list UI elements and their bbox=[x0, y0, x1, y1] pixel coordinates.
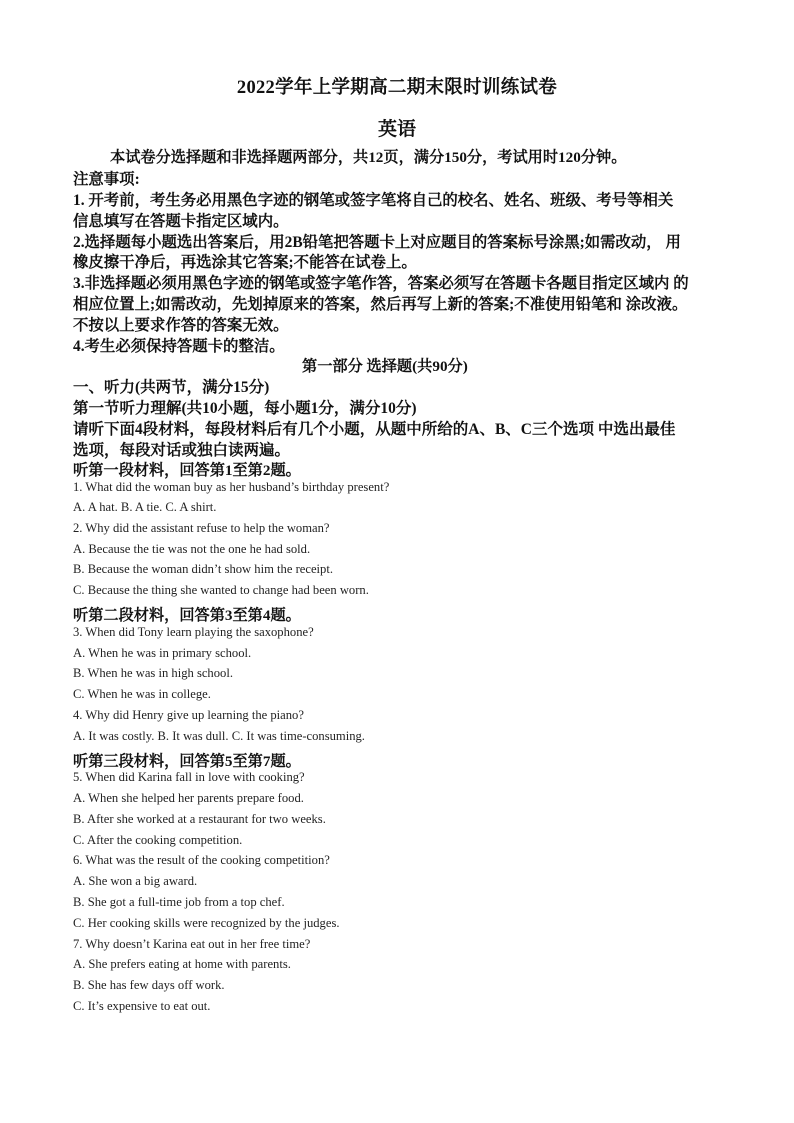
question-line: B. After she worked at a restaurant for two weeks. bbox=[73, 812, 326, 826]
material-heading: 听第一段材料，回答第1至第2题。 bbox=[73, 462, 301, 479]
question-line: A. A hat. B. A tie. C. A shirt. bbox=[73, 500, 217, 514]
question-line: A. When he was in primary school. bbox=[73, 646, 252, 660]
note-line: 相应位置上;如需改动，先划掉原来的答案，然后再写上新的答案;不准使用铅笔和 涂改液。 bbox=[73, 296, 688, 313]
exam-title: 2022学年上学期高二期末限时训练试卷 bbox=[236, 78, 558, 98]
note-line: 不按以上要求作答的答案无效。 bbox=[73, 317, 289, 334]
instruction-line: 选项，每段对话或独白读两遍。 bbox=[73, 442, 291, 459]
note-line: 2.选择题每小题选出答案后，用2B铅笔把答题卡上对应题目的答案标号涂黑;如需改动， 用 bbox=[73, 234, 681, 251]
question-line: B. Because the woman didn’t show him the receipt. bbox=[73, 562, 333, 576]
question-line: C. Her cooking skills were recognized by the judges. bbox=[73, 916, 340, 930]
notes-heading: 注意事项: bbox=[73, 171, 140, 188]
material-heading: 听第三段材料，回答第5至第7题。 bbox=[73, 753, 301, 770]
question-line: 5. When did Karina fall in love with cooking? bbox=[73, 770, 305, 784]
section-title: 一、听力(共两节，满分15分) bbox=[73, 379, 270, 396]
subsection-title: 第一节听力理解(共10小题，每小题1分，满分10分) bbox=[73, 400, 417, 417]
question-line: A. Because the tie was not the one he had sold. bbox=[73, 542, 311, 556]
question-line: 3. When did Tony learn playing the saxophone? bbox=[73, 625, 314, 639]
question-line: 1. What did the woman buy as her husband’s birthday present? bbox=[73, 480, 390, 494]
question-line: A. When she helped her parents prepare food. bbox=[73, 791, 304, 805]
instruction-line: 请听下面4段材料，每段材料后有几个小题，从题中所给的A、B、C三个选项 中选出最佳 bbox=[73, 421, 676, 438]
question-line: 7. Why doesn’t Karina eat out in her free time? bbox=[73, 937, 311, 951]
question-line: C. Because the thing she wanted to change had been worn. bbox=[73, 583, 369, 597]
note-line: 橡皮擦干净后，再选涂其它答案;不能答在试卷上。 bbox=[73, 254, 417, 271]
question-line: 4. Why did Henry give up learning the piano? bbox=[73, 708, 304, 722]
question-line: C. After the cooking competition. bbox=[73, 833, 243, 847]
question-line: A. She won a big award. bbox=[73, 874, 198, 888]
question-line: B. She has few days off work. bbox=[73, 978, 225, 992]
part-title: 第一部分 选择题(共90分) bbox=[302, 358, 468, 375]
question-line: C. It’s expensive to eat out. bbox=[73, 999, 211, 1013]
question-line: A. She prefers eating at home with parents. bbox=[73, 957, 291, 971]
question-line: 6. What was the result of the cooking competition? bbox=[73, 853, 330, 867]
note-line: 信息填写在答题卡指定区域内。 bbox=[73, 213, 289, 230]
note-line: 4.考生必须保持答题卡的整洁。 bbox=[73, 338, 285, 355]
question-line: 2. Why did the assistant refuse to help the woman? bbox=[73, 521, 330, 535]
material-heading: 听第二段材料，回答第3至第4题。 bbox=[73, 607, 301, 624]
question-line: B. She got a full-time job from a top chef. bbox=[73, 895, 285, 909]
note-line: 3.非选择题必须用黑色字迹的钢笔或签字笔作答，答案必须写在答题卡各题目指定区域内 的 bbox=[73, 275, 689, 292]
subject-title: 英语 bbox=[377, 119, 416, 140]
question-line: B. When he was in high school. bbox=[73, 666, 233, 680]
exam-intro: 本试卷分选择题和非选择题两部分，共12页，满分150分，考试用时120分钟。 bbox=[110, 149, 627, 166]
question-line: A. It was costly. B. It was dull. C. It was time-consuming. bbox=[73, 729, 365, 743]
question-line: C. When he was in college. bbox=[73, 687, 211, 701]
note-line: 1. 开考前，考生务必用黑色字迹的钢笔或签字笔将自己的校名、姓名、班级、考号等相关 bbox=[73, 192, 674, 209]
